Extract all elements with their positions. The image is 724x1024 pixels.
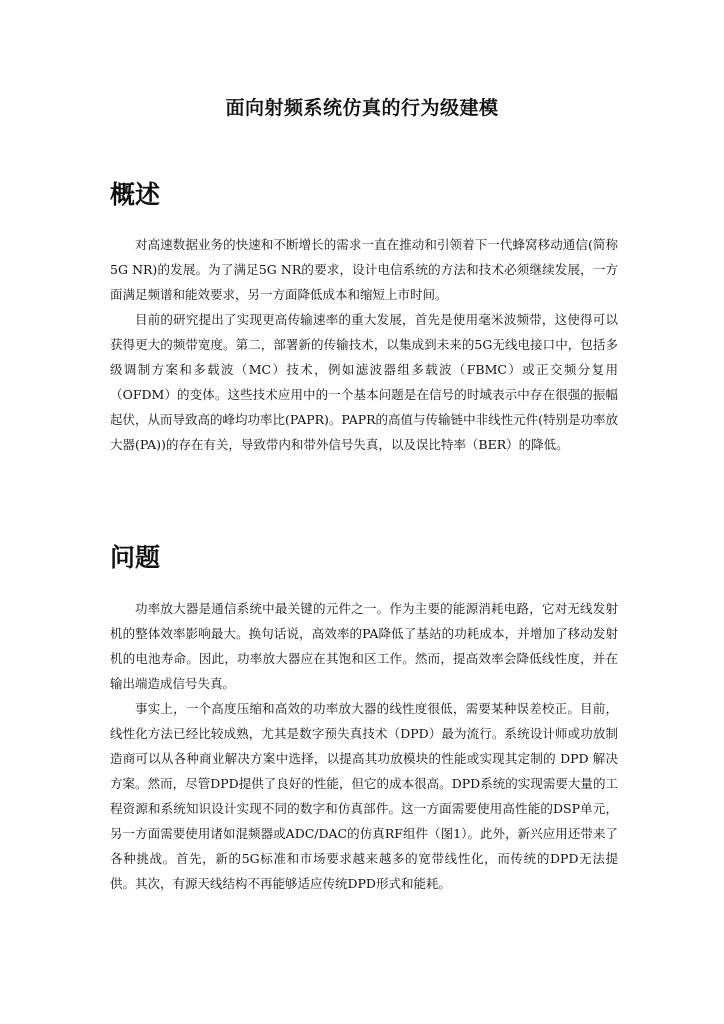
document-title: 面向射频系统仿真的行为级建模	[225, 97, 499, 119]
section-body-overview	[110, 232, 618, 457]
section-heading-problem: 问题	[110, 543, 161, 572]
paragraph: 目前的研究提出了实现更高传输速率的重大发展，首先是使用毫米波频带，这使得可以获得更大的频带宽度。第二，部署新的传输技术，以集成到未来的5G无线电接口中，包括多级调制方案和多载波（MC）技术，例如滤波器组多载波（FBMC）或正交频分复用（OFDM）的变体。这些技术应用中的一个基本问题是在信号的时域表示中存在很强的振幅起伏，从而导致高的峰均功率比(PAPR)。PAPR的高值与传输链中非线性元件(特别是功率放大器(PA))的存在有关，导致带内和带外信号失真，以及误比特率（BER）的降低。	[110, 312, 618, 452]
paragraph: 对高速数据业务的快速和不断增长的需求一直在推动和引领着下一代蜂窝移动通信(简称5G NR)的发展。为了满足5G NR的要求，设计电信系统的方法和技术必须继续发展，一方面满足频谱和能效要求，另一方面降低成本和缩短上市时间。	[110, 237, 618, 302]
section-heading-overview: 概述	[110, 180, 161, 209]
paragraph: 事实上，一个高度压缩和高效的功率放大器的线性度很低，需要某种误差校正。目前，线性化方法已经比较成熟，尤其是数字预失真技术（DPD）最为流行。系统设计师或功放制造商可以从各种商业解决方案中选择，以提高其功放模块的性能或实现其定制的 DPD 解决方案。然而，尽管DPD提供了良好的性能，但它的成本很高。DPD系统的实现需要大量的工程资源和系统知识设计实现不同的数字和仿真部件。这一方面需要使用高性能的DSP单元，另一方面需要使用诸如混频器或ADC/DAC的仿真RF组件（图1）。此外，新兴应用还带来了各种挑战。首先，新的5G标准和市场要求越来越多的宽带线性化，而传统的DPD无法提供。其次，有源天线结构不再能够适应传统DPD形式和能耗。	[110, 701, 618, 891]
paragraph: 功率放大器是通信系统中最关键的元件之一。作为主要的能源消耗电路，它对无线发射机的整体效率影响最大。换句话说，高效率的PA降低了基站的功耗成本，并增加了移动发射机的电池寿命。因此，功率放大器应在其饱和区工作。然而，提高效率会降低线性度，并在输出端造成信号失真。	[110, 601, 618, 691]
section-body-problem	[110, 596, 618, 896]
